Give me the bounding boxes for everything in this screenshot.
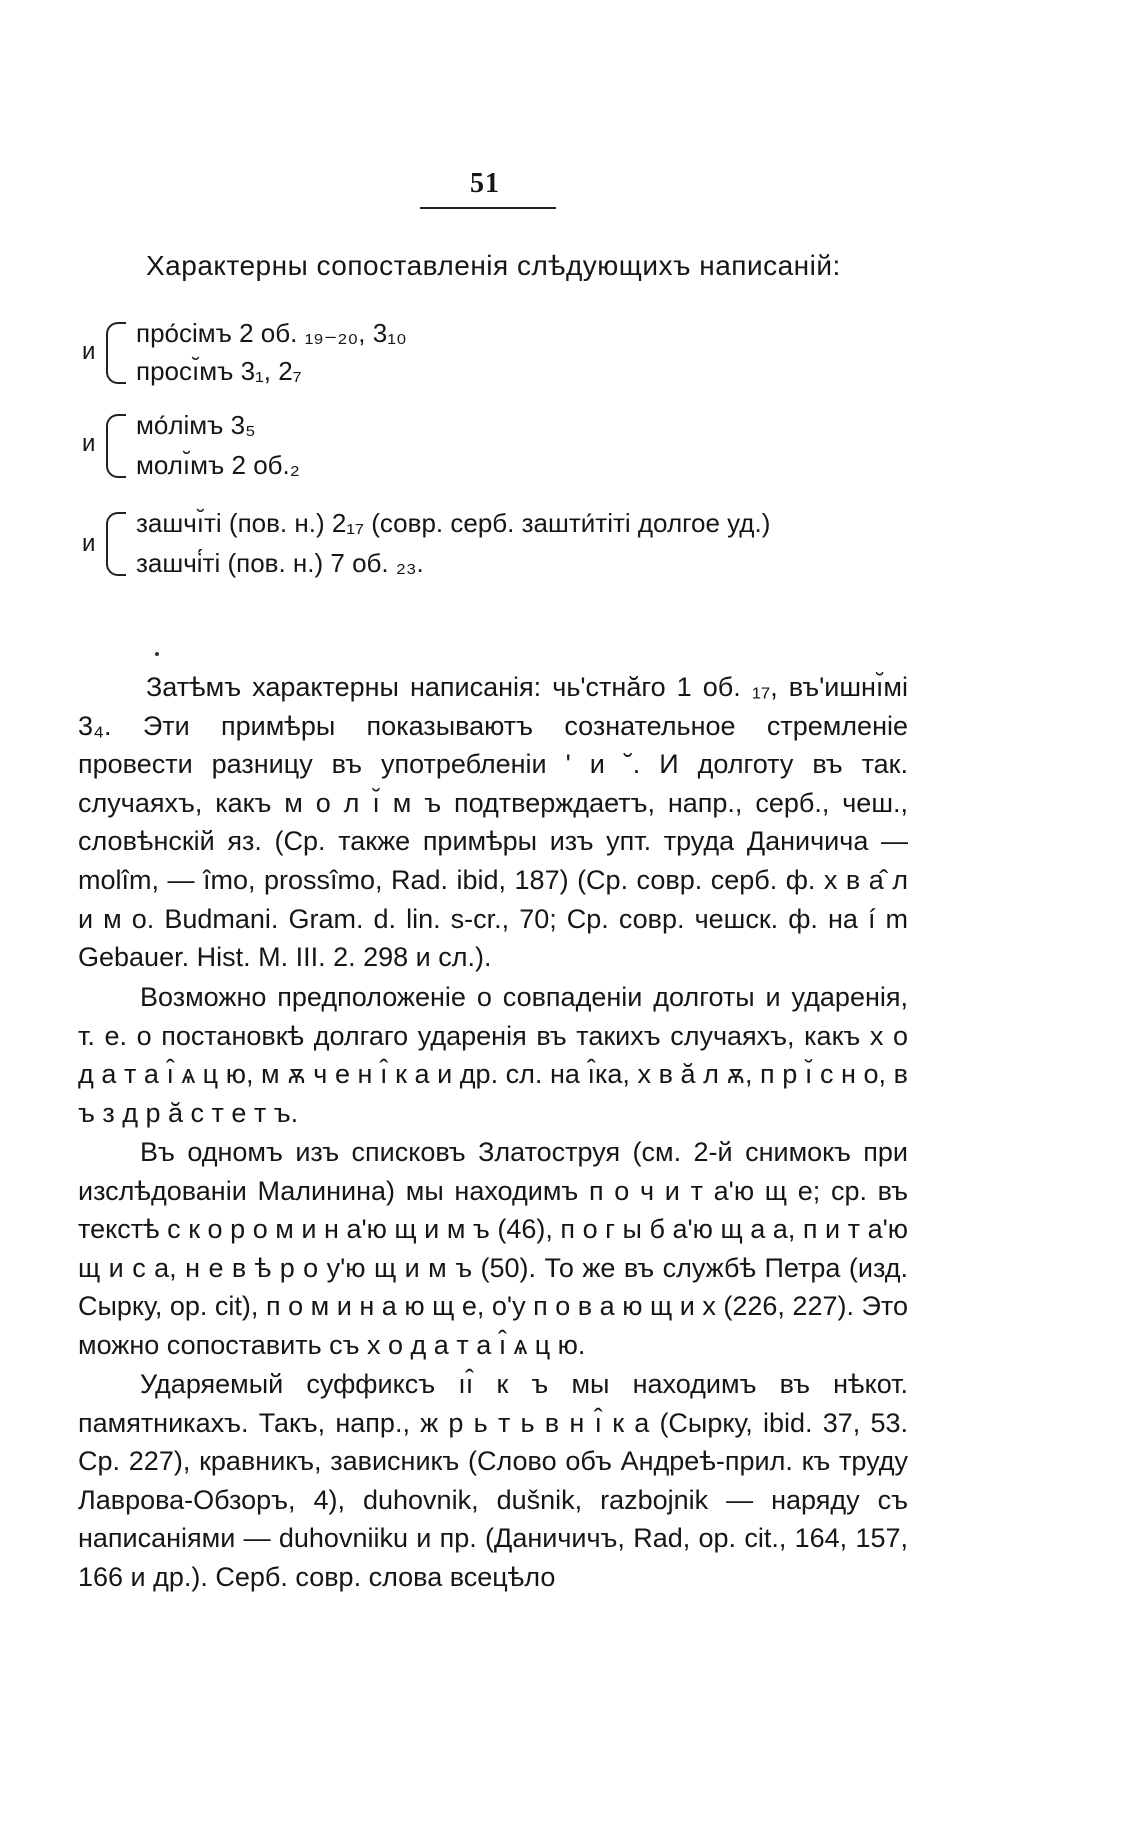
comparison-pair-3	[78, 508, 978, 580]
left-brace	[106, 414, 126, 478]
comparison-pair-2	[78, 408, 978, 480]
header-rule	[420, 207, 556, 209]
comparison-line-2: молı̆мъ 2 об.₂	[136, 450, 300, 480]
paragraph-3: Въ одномъ изъ списковъ Златоструя (см. 2-й снимокъ при изслѣдованіи Малинина) мы находимъ п о ч и т а'ю щ е; ср. въ текстѣ с к о р о м и н а'ю щ и м ъ (46), п о г ы б а'ю щ а а, п и т а'ю щ и с а, н е в ѣ р о у'ю щ и м ъ (50). То же въ службѣ Петра (изд. Сырку, ор. cit), п о м и н а ю щ е, о'у п о в а ю щ и х (226, 227). Это можно сопоставить съ х о д а т а ı̂ ѧ ц ю.	[78, 1137, 908, 1360]
comparison-line-1: про́сімъ 2 об. ₁₉₋₂₀, 3₁₀	[136, 318, 407, 348]
comparison-line-2: зашчі́ті (пов. н.) 7 об. ₂₃.	[136, 548, 424, 578]
comparison-line-2: просı̆мъ 3₁, 2₇	[136, 356, 302, 386]
stray-dot	[155, 652, 159, 656]
page-number: 51	[470, 168, 500, 199]
intro-line: Характерны сопоставленія слѣдующихъ написаній:	[146, 250, 841, 281]
conjunction: и	[82, 338, 96, 365]
paragraph-1: Затѣмъ характерны написанія: чь'стнăго 1 об. ₁₇, въ'ишнı̆мі 3₄. Эти примѣры показываютъ сознательное стремленіе провести разницу въ употребленіи ' и ˘. И долготу въ так. случаяхъ, какъ м о л ı̆ м ъ подтверждаетъ, напр., серб., чеш., словѣнскій яз. (Ср. также примѣры изъ упт. труда Даничича — molîm, — îmo, prossîmo, Rad. ibid, 187) (Ср. совр. серб. ф. х в а̂ л и м о. Budmani. Gram. d. lin. s-cr., 70; Ср. совр. чешск. ф. на í m Gebauer. Hist. M. III. 2. 298 и сл.).	[78, 672, 908, 973]
comparison-line-1: зашчı̆ті (пов. н.) 2₁₇ (совр. серб. зашти́тіті долгое уд.)	[136, 508, 771, 538]
conjunction: и	[82, 530, 96, 557]
comparison-pair-1	[78, 318, 978, 388]
comparison-line-1: мо́лімъ 3₅	[136, 410, 256, 440]
paragraph-4: Ударяемый суффиксъ ıı̂ к ъ мы находимъ въ нѣкот. памятникахъ. Такъ, напр., ж р ь т ь в н ı̂ к а (Сырку, ibid. 37, 53. Ср. 227), кравникъ, зависникъ (Слово объ Андреѣ-прил. къ труду Лаврова-Обзоръ, 4), duhovnik, dušnik, razbojnik — наряду съ написаніями — duhovniiku и пр. (Даничичъ, Rad, ор. cit., 164, 157, 166 и др.). Серб. совр. слова всецѣло	[78, 1369, 908, 1592]
left-brace	[106, 512, 126, 576]
left-brace	[106, 322, 126, 384]
paragraph-2: Возможно предположеніе о совпаденіи долготы и ударенія, т. е. о постановкѣ долгаго ударенія въ такихъ случаяхъ, какъ х о д а т а ı̂ ѧ ц ю, м ѫ ч е н ı̂ к а и др. сл. на ı̂ка, х в ă л ѫ, п р ı̆ с н о, в ъ з д р ă с т е т ъ.	[78, 982, 908, 1128]
conjunction: и	[82, 430, 96, 457]
